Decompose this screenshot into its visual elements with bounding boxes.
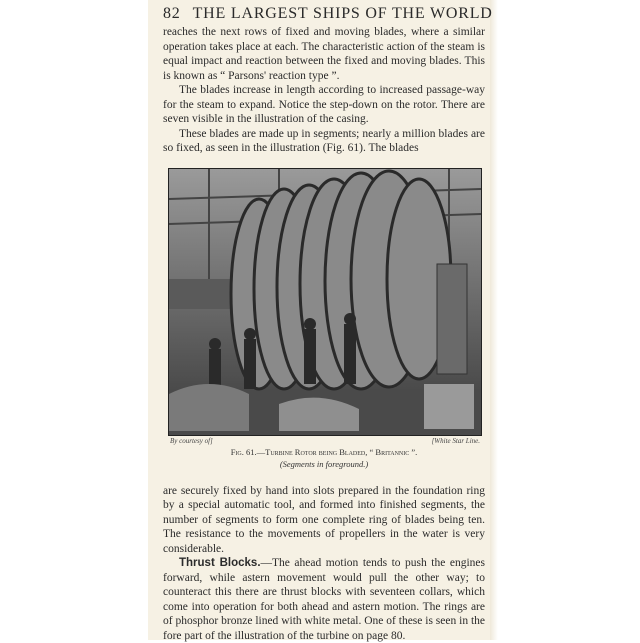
turbine-photograph: [168, 168, 482, 436]
section-heading: Thrust Blocks.: [179, 557, 261, 569]
caption-title: Fig. 61.—Turbine Rotor being Bladed, “ Britannic ”.: [168, 446, 480, 458]
paragraph: These blades are made up in segments; nearly a million blades are so fixed, as seen in the illustration (Fig. 61). The blades: [163, 127, 485, 156]
section-text: —The ahead motion tends to push the engines forward, while astern movement would pull the other way; to counteract this there are thrust blocks with seventeen collars, which come into operation for both ahead and astern motion. The rings are of phosphor bronze lined with white metal. One of these is seen in the fore part of the illustration of the turbine on page 80.: [163, 557, 485, 642]
figure-caption: [168, 446, 480, 470]
paragraph: The blades increase in length according to increased passage-way for the steam to expand. Notice the step-down on the rotor. There are seven visible in the illustration of the casing.: [163, 83, 485, 127]
caption-subtitle: (Segments in foreground.): [168, 458, 480, 470]
book-title: THE LARGEST SHIPS OF THE WORLD: [193, 5, 493, 22]
page-edge: [490, 0, 498, 640]
paragraph: are securely fixed by hand into slots prepared in the foundation ring by a special automatic tool, and formed into finished segments, the number of segments to form one complete ring of blades being ten. The resistance to the movements of propellers in the water is very considerable.: [163, 484, 485, 557]
figure-credits: [168, 436, 480, 446]
running-header: [163, 4, 485, 24]
figure-courtesy: By courtesy of]: [170, 437, 213, 445]
bottom-text: [163, 484, 485, 643]
paragraph: reaches the next rows of fixed and moving blades, where a similar operation takes place at each. The characteristic action of the steam is equal impact and reaction between the fixed and moving blades. This is known as “ Parsons' reaction type ”.: [163, 25, 485, 83]
figure-source: [White Star Line.: [432, 437, 480, 445]
paragraph: [163, 556, 485, 643]
top-text: [163, 25, 485, 156]
page-content: [163, 4, 485, 643]
page-number: 82: [163, 5, 181, 22]
